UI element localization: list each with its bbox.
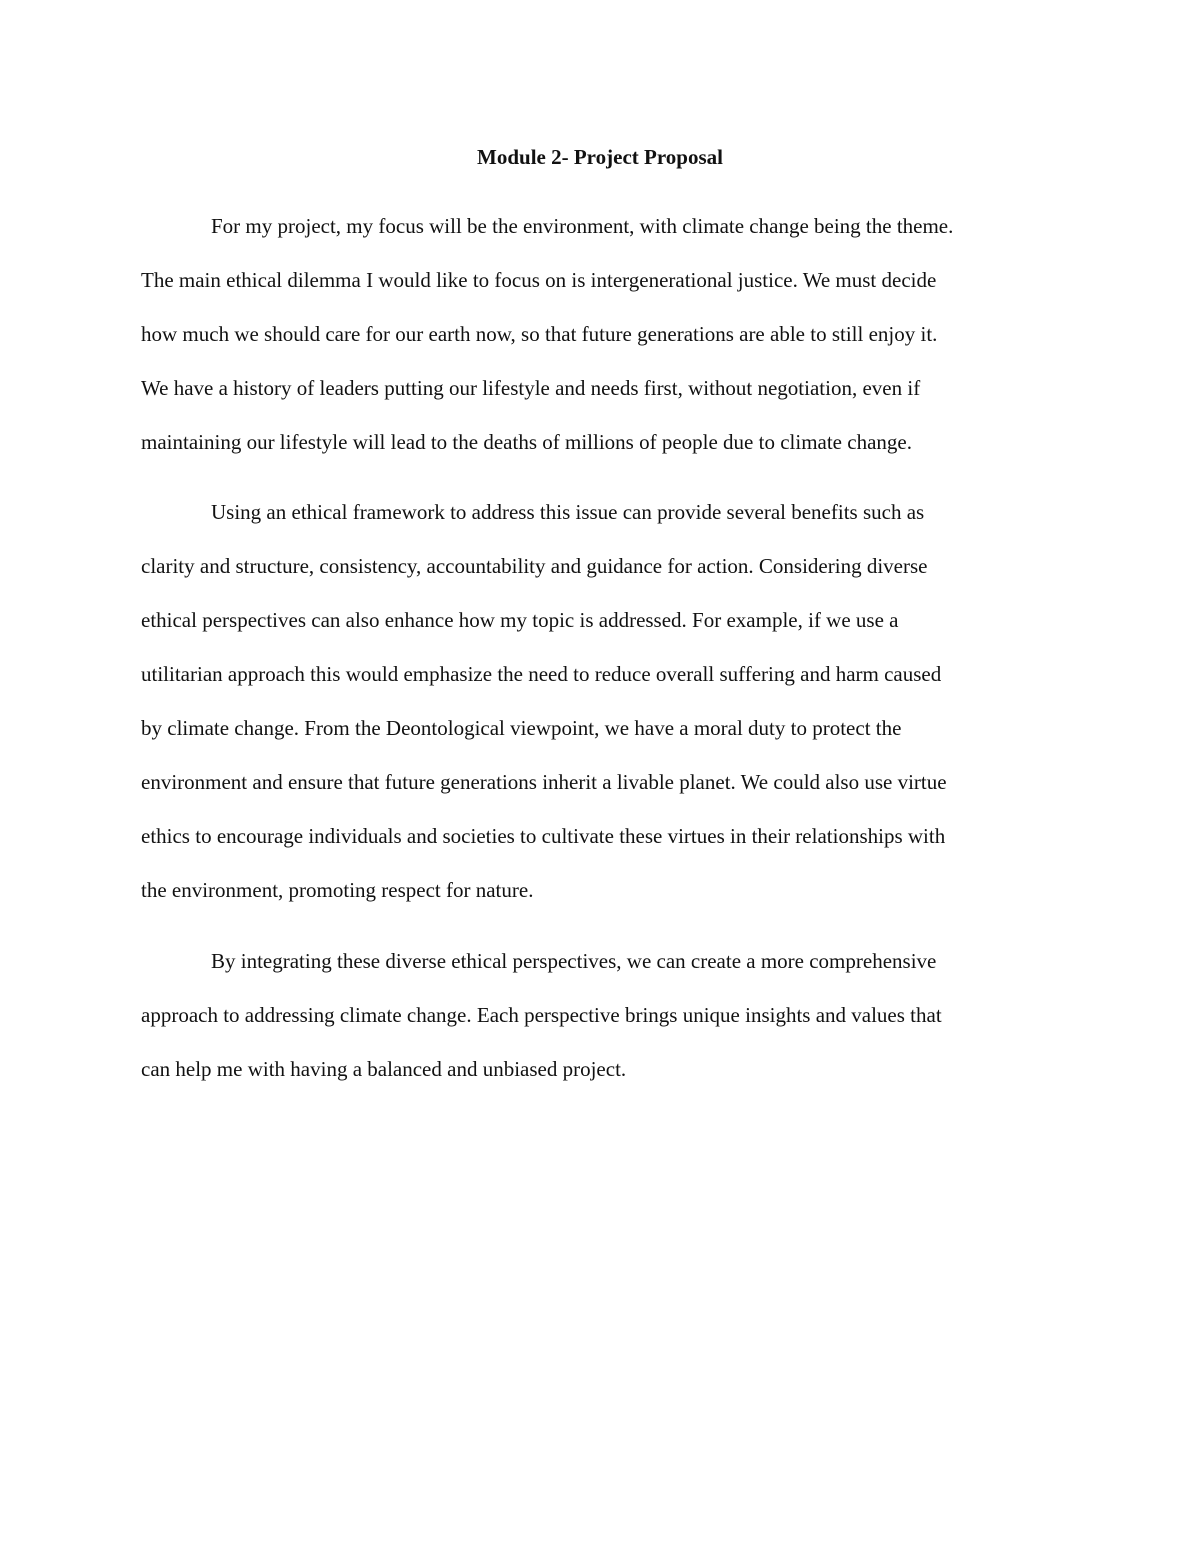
paragraph-3-line-2: approach to addressing climate change. Each perspective brings unique insights and values that <box>141 1003 942 1027</box>
paragraph-2-line-1: Using an ethical framework to address this issue can provide several benefits such as <box>211 500 925 524</box>
paragraph-2-line-6: environment and ensure that future generations inherit a livable planet. We could also use virtue <box>141 770 947 794</box>
paragraph-2-line-5: by climate change. From the Deontological viewpoint, we have a moral duty to protect the <box>141 716 902 740</box>
paragraph-3-line-1: By integrating these diverse ethical perspectives, we can create a more comprehensive <box>211 949 937 973</box>
paragraph-2-line-3: ethical perspectives can also enhance how my topic is addressed. For example, if we use a <box>141 608 899 632</box>
paragraph-1-line-2: The main ethical dilemma I would like to focus on is intergenerational justice. We must decide <box>141 268 937 292</box>
paragraph-1-line-3: how much we should care for our earth now, so that future generations are able to still enjoy it. <box>141 322 938 346</box>
paragraph-2-line-7: ethics to encourage individuals and societies to cultivate these virtues in their relationships with <box>141 824 946 848</box>
document-title: Module 2- Project Proposal <box>477 145 723 169</box>
paragraph-3-line-3: can help me with having a balanced and unbiased project. <box>141 1057 627 1081</box>
paragraph-1-line-5: maintaining our lifestyle will lead to the deaths of millions of people due to climate change. <box>141 430 912 454</box>
paragraph-2-line-8: the environment, promoting respect for nature. <box>141 878 534 902</box>
paragraph-2-line-2: clarity and structure, consistency, accountability and guidance for action. Considering diverse <box>141 554 928 578</box>
paragraph-1-line-4: We have a history of leaders putting our lifestyle and needs first, without negotiation, even if <box>141 376 921 400</box>
paragraph-1-line-1: For my project, my focus will be the environment, with climate change being the theme. <box>211 214 954 238</box>
paragraph-2-line-4: utilitarian approach this would emphasize the need to reduce overall suffering and harm caused <box>141 662 942 686</box>
